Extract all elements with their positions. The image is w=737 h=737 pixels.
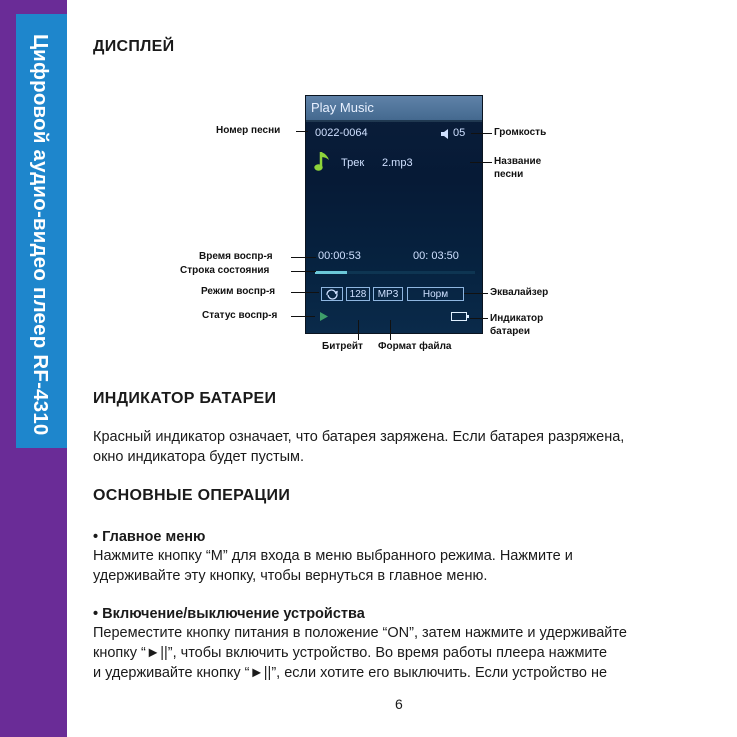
leader-status-bar [291, 271, 316, 272]
battery-heading: ИНДИКАТОР БАТАРЕИ [93, 390, 277, 407]
leader-battery [470, 318, 488, 319]
page-number: 6 [395, 696, 403, 712]
repeat-icon [325, 289, 339, 300]
speaker-icon [441, 128, 451, 140]
power-line-3: и удерживайте кнопку “►||”, если хотите его выключить. Если устройство не [93, 665, 608, 681]
leader-song-name [470, 162, 492, 163]
play-mode-box [321, 287, 343, 301]
equalizer-box: Норм [407, 287, 464, 301]
callout-file-format: Формат файла [378, 341, 452, 352]
sidebar-title: Цифровой аудио-видео плеер RF-4310 [29, 34, 52, 436]
leader-bitrate [358, 320, 359, 340]
power-line-2: кнопку “►||”, чтобы включить устройство. Во время работы плеера нажмите [93, 645, 608, 661]
callout-song-name-2: песни [494, 169, 524, 180]
callout-song-name-1: Название [494, 156, 542, 167]
leader-play-status [291, 316, 315, 317]
callout-battery-1: Индикатор [490, 313, 544, 324]
play-icon [320, 312, 328, 321]
screen-divider [306, 120, 482, 122]
callout-battery-2: батареи [490, 326, 531, 337]
callout-track-number: Номер песни [216, 125, 281, 136]
main-menu-title: • Главное меню [93, 529, 206, 545]
callout-playback-time: Время воспр-я [199, 251, 273, 262]
leader-file-format [390, 320, 391, 340]
display-heading: ДИСПЛЕЙ [93, 38, 175, 55]
callout-bitrate: Битрейт [322, 341, 363, 352]
operations-heading: ОСНОВНЫЕ ОПЕРАЦИИ [93, 487, 291, 504]
device-screen [305, 95, 483, 334]
screen-elapsed-time: 00:00:53 [318, 250, 361, 262]
battery-icon [451, 312, 467, 321]
screen-track-label: Трек [341, 157, 365, 169]
callout-status-bar: Строка состояния [180, 265, 270, 276]
sidebar [0, 0, 67, 737]
screen-total-time: 00: 03:50 [413, 250, 459, 262]
screen-song-name: 2.mp3 [382, 157, 413, 169]
callout-volume: Громкость [494, 127, 547, 138]
screen-title: Play Music [306, 96, 482, 120]
leader-equalizer [464, 293, 488, 294]
leader-track-number [296, 131, 308, 132]
power-line-1: Переместите кнопку питания в положение “ON”, затем нажмите и удерживайте [93, 625, 627, 641]
battery-text-line-2: окно индикатора будет пустым. [93, 449, 305, 465]
main-menu-line-2: удерживайте эту кнопку, чтобы вернуться в главное меню. [93, 568, 488, 584]
callout-equalizer: Эквалайзер [490, 287, 549, 298]
file-format-box: MP3 [373, 287, 403, 301]
callout-play-mode: Режим воспр-я [201, 286, 276, 297]
status-bar-fill [315, 271, 347, 274]
leader-playback-time [291, 257, 316, 258]
music-note-icon [314, 150, 332, 174]
screen-track-number: 0022-0064 [315, 127, 368, 139]
callout-play-status: Статус воспр-я [202, 310, 278, 321]
main-menu-line-1: Нажмите кнопку “М” для входа в меню выбранного режима. Нажмите и [93, 548, 573, 564]
bitrate-box: 128 [346, 287, 370, 301]
battery-text-line-1: Красный индикатор означает, что батарея заряжена. Если батарея разряжена, [93, 429, 625, 445]
screen-volume: 05 [453, 127, 466, 139]
leader-play-mode [291, 292, 319, 293]
leader-volume [471, 133, 492, 134]
power-title: • Включение/выключение устройства [93, 606, 365, 622]
status-bar-track [315, 271, 475, 274]
